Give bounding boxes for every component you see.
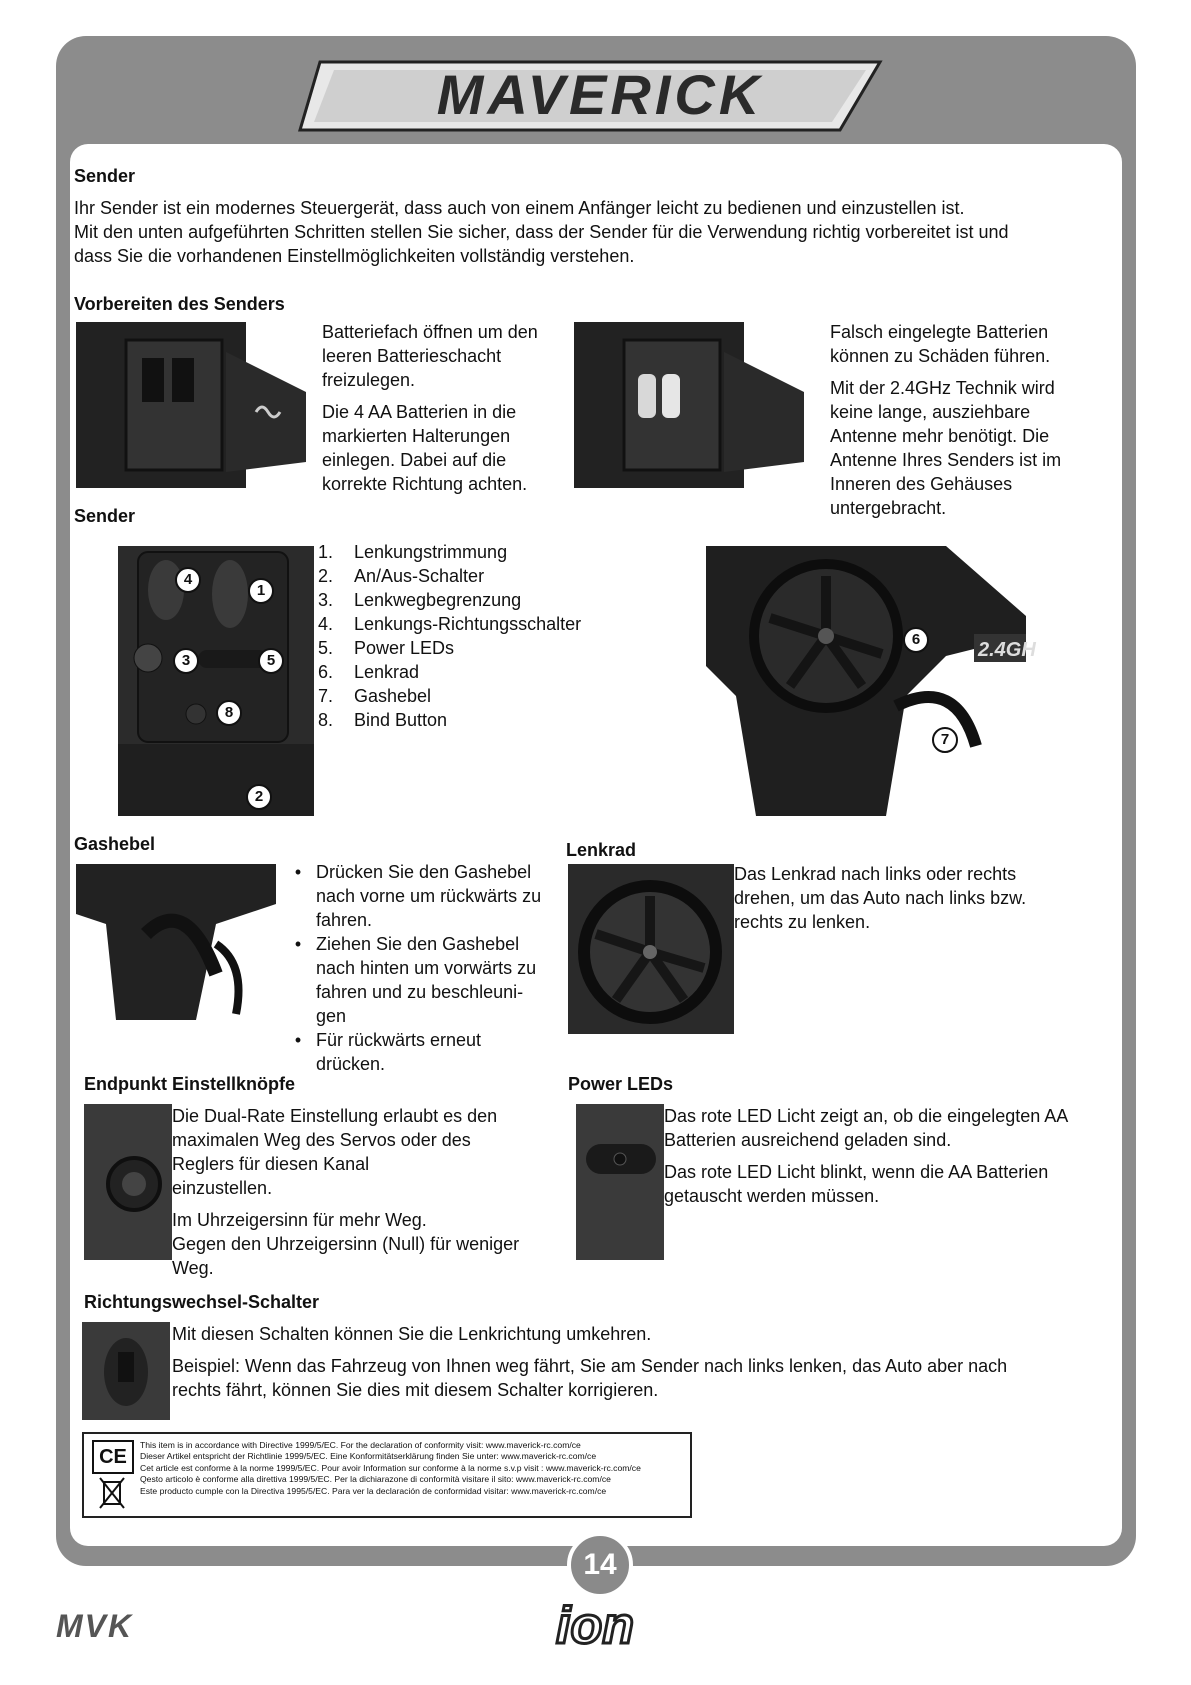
- lenkrad-heading: Lenkrad: [566, 840, 637, 860]
- callout-8: 8: [216, 700, 242, 726]
- steering-wheel-photo: [568, 864, 734, 1034]
- list-item: [318, 660, 581, 684]
- richtung-text: [172, 1322, 1122, 1402]
- text-line: Das Lenkrad nach links oder rechts: [734, 864, 1017, 884]
- text-line: maximalen Weg des Servos oder des: [172, 1130, 471, 1150]
- text-line: Gegen den Uhrzeigersinn (Null) für weniger: [172, 1234, 520, 1254]
- list-number: 3.: [318, 590, 334, 610]
- text-line: Batteriefach öffnen um den: [322, 322, 538, 342]
- bullet-item: [280, 932, 570, 956]
- bullet-item: [280, 980, 570, 1004]
- sender-heading: Sender: [74, 506, 136, 526]
- transmitter-side-photo: [706, 546, 1036, 816]
- bullet-item: [280, 1004, 570, 1028]
- text-line: Inneren des Gehäuses: [830, 474, 1013, 494]
- bullet-item: [280, 1028, 570, 1052]
- bullet-item: [280, 956, 570, 980]
- text-line: Batterien ausreichend geladen sind.: [664, 1130, 952, 1150]
- text-line: markierten Halterungen: [322, 426, 511, 446]
- bullet-text: Ziehen Sie den Gashebel: [316, 934, 520, 954]
- battery-compartment-open-photo: [76, 322, 316, 488]
- lenkrad-text: [734, 862, 1114, 934]
- conformity-line: Qesto articolo è conforme alla direttiva 1999/5/EC. Per la dichiarazone di conformità visitare il sito: www.maverick-rc.com/ce: [140, 1474, 611, 1485]
- text-line: rechts fährt, können Sie dies mit diesem Schalter korrigieren.: [172, 1380, 659, 1400]
- text-line: Beispiel: Wenn das Fahrzeug von Ihnen weg fährt, Sie am Sender nach links lenken, das Auto aber nach: [172, 1356, 1008, 1376]
- maverick-logo: [300, 52, 900, 136]
- prepare-left-text: [322, 320, 572, 496]
- text-line: untergebracht.: [830, 498, 947, 518]
- endpunkt-heading: Endpunkt Einstellknöpfe: [84, 1074, 296, 1094]
- bullet-text: nach hinten um vorwärts zu: [316, 958, 537, 978]
- text-line: keine lange, ausziehbare: [830, 402, 1031, 422]
- page-number: 14: [567, 1532, 633, 1598]
- list-label: Bind Button: [354, 710, 448, 730]
- battery-compartment-batteries-photo: [574, 322, 814, 488]
- list-label: Lenkwegbegrenzung: [354, 590, 522, 610]
- list-item: [318, 540, 581, 564]
- text-line: leeren Batterieschacht: [322, 346, 502, 366]
- list-item: [318, 636, 581, 660]
- bullet-dot: •: [294, 1030, 302, 1050]
- sender-intro-heading: Sender: [74, 166, 136, 186]
- bullet-dot: •: [294, 862, 302, 882]
- text-line: Im Uhrzeigersinn für mehr Weg.: [172, 1210, 427, 1230]
- list-label: Lenkrad: [354, 662, 420, 682]
- text-line: drehen, um das Auto nach links bzw.: [734, 888, 1027, 908]
- maverick-logo-text: MAVERICK: [436, 63, 764, 126]
- list-item: [318, 684, 581, 708]
- bullet-item: [280, 884, 570, 908]
- list-label: An/Aus-Schalter: [354, 566, 485, 586]
- conformity-line: Dieser Artikel entspricht der Richtlinie 1999/5/EC. Eine Konformitätserklärung finden Sie unter: www.maverick-rc.com/ce: [140, 1451, 597, 1462]
- text-line: Mit der 2.4GHz Technik wird: [830, 378, 1055, 398]
- list-label: Power LEDs: [354, 638, 455, 658]
- text-line: korrekte Richtung achten.: [322, 474, 528, 494]
- gashebel-heading: Gashebel: [74, 834, 156, 854]
- list-number: 5.: [318, 638, 334, 658]
- callout-5: 5: [258, 648, 284, 674]
- list-number: 1.: [318, 542, 334, 562]
- text-line: rechts zu lenken.: [734, 912, 871, 932]
- callout-3: 3: [173, 648, 199, 674]
- text-line: Weg.: [172, 1258, 214, 1278]
- list-label: Lenkungs-Richtungsschalter: [354, 614, 582, 634]
- callout-6: 6: [903, 627, 929, 653]
- mvk-logo: MVK: [56, 1608, 134, 1644]
- list-number: 8.: [318, 710, 334, 730]
- power-led-photo: [576, 1104, 664, 1260]
- callout-4: 4: [175, 567, 201, 593]
- list-label: Gashebel: [354, 686, 432, 706]
- power-leds-heading: Power LEDs: [568, 1074, 674, 1094]
- sender-parts-list: [318, 540, 581, 732]
- text-line: Antenne mehr benötigt. Die: [830, 426, 1050, 446]
- bullet-text: gen: [316, 1006, 347, 1026]
- text-line: einlegen. Dabei auf die: [322, 450, 507, 470]
- text-line: Mit diesen Schalten können Sie die Lenkrichtung umkehren.: [172, 1324, 652, 1344]
- text-line: Falsch eingelegte Batterien: [830, 322, 1049, 342]
- bullet-dot: •: [294, 934, 302, 954]
- power-leds-text: [664, 1104, 1114, 1208]
- bullet-text: nach vorne um rückwärts zu: [316, 886, 542, 906]
- weee-bin-icon: [98, 1476, 126, 1510]
- conformity-text: [140, 1440, 641, 1497]
- conformity-box: [82, 1432, 692, 1518]
- text-line: getauscht werden müssen.: [664, 1186, 880, 1206]
- list-item: [318, 564, 581, 588]
- bullet-text: drücken.: [316, 1054, 386, 1074]
- bullet-item: [280, 1052, 570, 1076]
- bullet-text: Für rückwärts erneut: [316, 1030, 482, 1050]
- prepare-heading: Vorbereiten des Senders: [74, 294, 285, 314]
- bullet-item: [280, 860, 570, 884]
- ion-logo: ion: [556, 1597, 634, 1655]
- intro-line: Ihr Sender ist ein modernes Steuergerät, dass auch von einem Anfänger leicht zu bedienen und einzustellen ist.: [74, 198, 965, 218]
- bullet-text: fahren.: [316, 910, 373, 930]
- transmitter-top-photo: [118, 546, 314, 816]
- bullet-item: [280, 908, 570, 932]
- text-line: Das rote LED Licht zeigt an, ob die eingelegten AA: [664, 1106, 1069, 1126]
- list-item: [318, 588, 581, 612]
- text-line: einzustellen.: [172, 1178, 273, 1198]
- list-number: 2.: [318, 566, 334, 586]
- list-item: [318, 708, 581, 732]
- direction-switch-photo: [82, 1322, 170, 1420]
- dual-rate-knob-photo: [84, 1104, 172, 1260]
- text-line: können zu Schäden führen.: [830, 346, 1051, 366]
- endpunkt-text: [172, 1104, 572, 1280]
- intro-line: dass Sie die vorhandenen Einstellmöglichkeiten vollständig verstehen.: [74, 246, 635, 266]
- richtung-heading: Richtungswechsel-Schalter: [84, 1292, 320, 1312]
- text-line: Antenne Ihres Senders ist im: [830, 450, 1062, 470]
- gashebel-bullets: [280, 860, 570, 1076]
- list-number: 4.: [318, 614, 334, 634]
- list-item: [318, 612, 581, 636]
- intro-line: Mit den unten aufgeführten Schritten stellen Sie sicher, dass der Sender für die Verwendung richtig vorbereitet ist und: [74, 222, 1009, 242]
- list-number: 7.: [318, 686, 334, 706]
- conformity-line: Cet article est conforme à la norme 1999/5/EC. Pour avoir Information sur conforme à la norme s.v.p visit : www.maverick-rc.com/ce: [140, 1462, 641, 1473]
- ce-mark: CE: [92, 1440, 134, 1474]
- callout-7: 7: [932, 727, 958, 753]
- throttle-trigger-photo: [76, 864, 276, 1020]
- text-line: Die Dual-Rate Einstellung erlaubt es den: [172, 1106, 498, 1126]
- text-line: Reglers für diesen Kanal: [172, 1154, 370, 1174]
- conformity-line: This item is in accordance with Directive 1999/5/EC. For the declaration of conformity visit: www.maverick-rc.com/ce: [140, 1440, 581, 1450]
- bullet-text: Drücken Sie den Gashebel: [316, 862, 532, 882]
- frequency-badge: 2.4GH: [978, 639, 1036, 661]
- bullet-text: fahren und zu beschleuni-: [316, 982, 524, 1002]
- intro-text: [74, 196, 1114, 268]
- conformity-line: Este producto cumple con la Directiva 1995/5/EC. Para ver la declaración de conformidad visitar: www.maverick-rc.com/ce: [140, 1485, 607, 1496]
- text-line: Das rote LED Licht blinkt, wenn die AA Batterien: [664, 1162, 1049, 1182]
- text-line: freizulegen.: [322, 370, 416, 390]
- list-number: 6.: [318, 662, 334, 682]
- callout-2: 2: [246, 784, 272, 810]
- text-line: Die 4 AA Batterien in die: [322, 402, 517, 422]
- prepare-right-text: [830, 320, 1120, 520]
- callout-1: 1: [248, 578, 274, 604]
- list-label: Lenkungstrimmung: [354, 542, 508, 562]
